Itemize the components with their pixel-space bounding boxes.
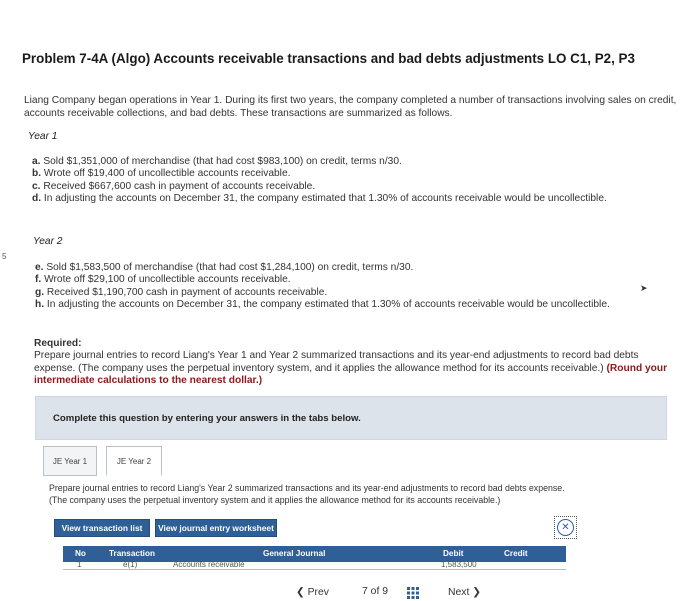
view-journal-entry-worksheet-button[interactable]: View journal entry worksheet [155, 519, 277, 537]
side-mark: 5 [2, 252, 7, 261]
year2-item: h. In adjusting the accounts on December 31, the company estimated that 1.30% of accounts receivable would be uncollectible. [35, 298, 610, 310]
page-position [362, 586, 388, 597]
table-row[interactable] [63, 562, 566, 570]
page-current: 7 [362, 586, 368, 597]
year1-heading: Year 1 [28, 131, 58, 142]
next-button[interactable] [448, 586, 481, 598]
year1-item: c. Received $667,600 cash in payment of accounts receivable. [32, 180, 316, 192]
year1-item: b. Wrote off $19,400 of uncollectible accounts receivable. [32, 168, 291, 180]
year2-heading: Year 2 [33, 236, 63, 247]
instruction-bar [35, 396, 667, 440]
journal-table-header [63, 546, 566, 562]
required-label: Required: [34, 338, 82, 349]
year2-items [35, 262, 610, 311]
year1-items [32, 156, 607, 205]
next-label: Next [448, 587, 470, 598]
chevron-left-icon: ❮ [296, 587, 305, 598]
col-no: No [75, 549, 86, 558]
col-debit: Debit [443, 549, 464, 558]
tab-je-year-2[interactable]: JE Year 2 [106, 446, 162, 476]
row-account[interactable]: Accounts receivable [173, 562, 245, 569]
tab-instructions: Prepare journal entries to record Liang's Year 2 summarized transactions and its year-end adjustments to record bad debts expense. (The company uses the perpetual inventory system and it applies the allowance method for its accounts receivable.) [49, 483, 565, 505]
year1-item: d. In adjusting the accounts on December 31, the company estimated that 1.30% of accounts receivable would be uncollectible. [32, 192, 607, 204]
year2-item: e. Sold $1,583,500 of merchandise (that had cost $1,284,100) on credit, terms n/30. [35, 262, 414, 273]
prev-button[interactable] [296, 586, 329, 598]
mouse-cursor-icon: ➤ [640, 283, 648, 293]
page-of: of [370, 586, 380, 597]
problem-title: Problem 7-4A (Algo) Accounts receivable transactions and bad debts adjustments LO C1, P2, P3 [22, 51, 635, 66]
col-credit: Credit [504, 549, 528, 558]
view-transaction-list-button[interactable]: View transaction list [54, 519, 150, 537]
year2-item: g. Received $1,190,700 cash in payment of accounts receivable. [35, 286, 328, 298]
row-transaction: e(1) [123, 562, 138, 569]
required-highlight: (Round your intermediate calculations to the nearest dollar.) [34, 362, 668, 386]
grid-icon[interactable] [407, 587, 419, 599]
instruction-text: Complete this question by entering your answers in the tabs below. [53, 413, 361, 424]
row-debit[interactable]: 1,583,500 [441, 562, 477, 569]
required-text: Prepare journal entries to record Liang's Year 1 and Year 2 summarized transactions and its year-end adjustments to record bad debts expense. (The company uses the perpetual inventory system, and it applies the allowance method for its accounts receivable.) [34, 350, 639, 374]
col-transaction: Transaction [109, 549, 155, 558]
close-icon[interactable]: ✕ [557, 519, 574, 536]
required-section [34, 338, 674, 387]
year1-item: a. Sold $1,351,000 of merchandise (that had cost $983,100) on credit, terms n/30. [32, 156, 402, 167]
page-total: 9 [382, 586, 389, 597]
chevron-right-icon: ❯ [472, 587, 481, 598]
problem-intro: Liang Company began operations in Year 1. During its first two years, the company completed a number of transactions involving sales on credit, accounts receivable collections, and bad debts. These transactions are summarized as follows. [24, 95, 677, 119]
col-general-journal: General Journal [263, 549, 326, 558]
tab-je-year-1[interactable]: JE Year 1 [43, 446, 97, 476]
year2-item: f. Wrote off $29,100 of uncollectible accounts receivable. [35, 274, 291, 286]
row-no: 1 [77, 562, 82, 569]
prev-label: Prev [307, 587, 329, 598]
